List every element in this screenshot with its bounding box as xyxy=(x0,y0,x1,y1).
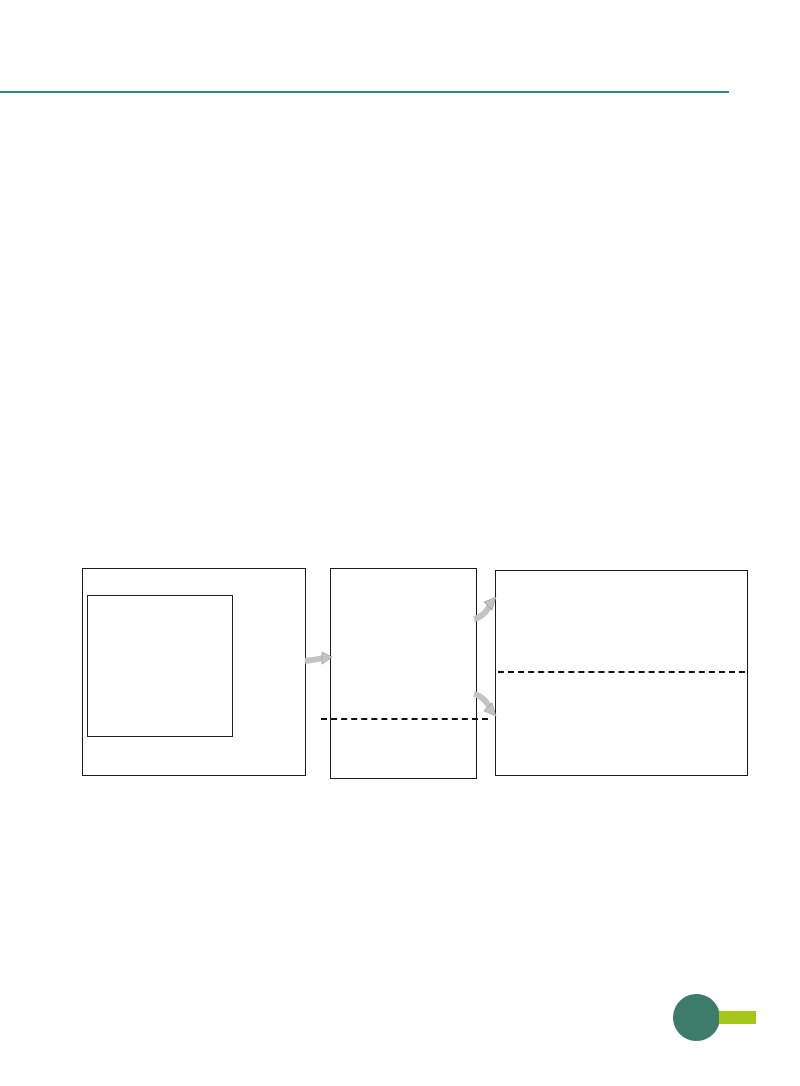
flow-arrow-icon xyxy=(303,645,333,673)
page-badge-bar xyxy=(719,1011,756,1024)
figure-panel-dom xyxy=(330,568,477,779)
dry-period-separator xyxy=(321,718,488,720)
flow-arrow-icon xyxy=(472,688,500,720)
figure-panel-hydrologic xyxy=(82,568,306,776)
flow-arrow-icon xyxy=(472,593,500,625)
poyang-lake-map xyxy=(87,595,233,737)
figure-panel-mechanisms xyxy=(495,570,748,776)
mechanism-scene-dry xyxy=(497,674,746,773)
scene-divider xyxy=(498,671,745,673)
mechanism-scene-flooding xyxy=(497,572,746,671)
page-number-badge xyxy=(673,994,720,1041)
header-rule xyxy=(0,91,729,93)
